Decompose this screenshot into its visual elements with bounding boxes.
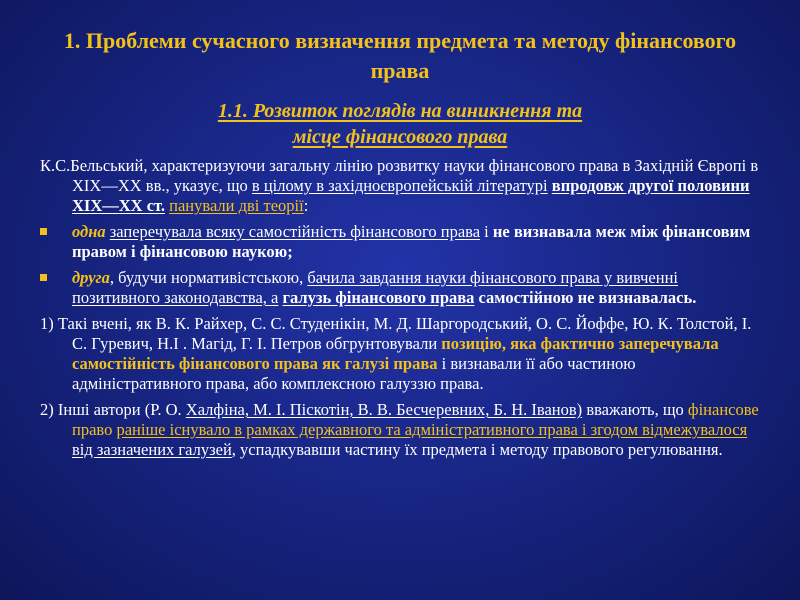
bullet-2-text-7: самостійною не визнавалась. <box>478 288 697 307</box>
point-2-text-1: 2) Інші автори (Р. О. <box>40 400 186 419</box>
point-1-text-1: 1) Такі вчені, як В. К. Райхер, С. С. Студенікін, М. Д. Шаргородський, О. С. Йоффе, Ю. К. Толстой, І. С. Гуревич, Н.І . Магід, Г. І. Петров обгрунтовували <box>40 314 752 353</box>
point-1-text-3: і визнавали її або частиною адміністративного права, або комплексною галуззю права. <box>72 354 636 393</box>
point-2-paragraph <box>40 400 760 460</box>
slide-body <box>40 156 760 466</box>
point-2-text-2: Халфіна, М. І. Піскотін, В. В. Бесчеревних, Б. Н. Іванов) <box>185 400 583 419</box>
slide-subtitle <box>40 98 760 150</box>
point-2-text-9: , успадкувавши частину їх предмета і методу правового регулювання. <box>231 440 723 459</box>
intro-text-1: К.С.Бельський, характеризуючи загальну лінію розвитку науки фінансового права в Західній Європі в XIX—XX вв., указує, що <box>40 156 759 195</box>
bullet-1-text-1: одна <box>72 222 106 241</box>
intro-text-4: впродовж другої половини XIX—XX ст. <box>72 176 750 215</box>
slide-title: 1. Проблеми сучасного визначення предмета та методу фінансового права <box>63 28 737 83</box>
bullet-1-text-3: заперечувала всяку самостійність фінансового права <box>109 222 481 241</box>
bullet-2-text-2: , будучи нормативістською, <box>109 268 308 287</box>
bullet-1-text-4: і <box>480 222 493 241</box>
intro-text-7: : <box>303 196 309 215</box>
square-bullet-icon <box>40 228 47 235</box>
intro-text-6: панували дві теорії <box>169 196 304 215</box>
square-bullet-icon <box>40 274 47 281</box>
bullet-1-text-5: не визнавала меж між фінансовим правом і фінансовою наукою; <box>72 222 751 261</box>
bullet-item-2 <box>40 268 760 308</box>
bullet-2-text-5: галузь фінансового права <box>282 288 475 307</box>
subtitle-line-1: 1.1. Розвиток поглядів на виникнення та <box>217 100 583 122</box>
point-2-text-8: від зазначених галузей <box>72 440 232 459</box>
subtitle-line-2: місце фінансового права <box>292 126 508 148</box>
point-1-paragraph <box>40 314 760 394</box>
point-2-text-3: вважають, що <box>582 400 688 419</box>
bullet-2-text-1: друга <box>72 268 110 287</box>
bullet-2-text-3: бачила завдання науки фінансового права у вивченні позитивного законодавства, а <box>72 268 678 307</box>
intro-paragraph <box>40 156 760 216</box>
bullet-item-1 <box>40 222 760 262</box>
intro-text-2: в цілому в західноєвропейській літературі <box>251 176 548 195</box>
point-2-text-4: фінансове право <box>72 400 759 439</box>
point-2-text-6: раніше існувало в рамках державного та адміністративного права і згодом відмежувалося <box>116 420 748 439</box>
point-1-text-2: позицію, яка фактично заперечувала самостійність фінансового права як галузі права <box>72 334 719 373</box>
